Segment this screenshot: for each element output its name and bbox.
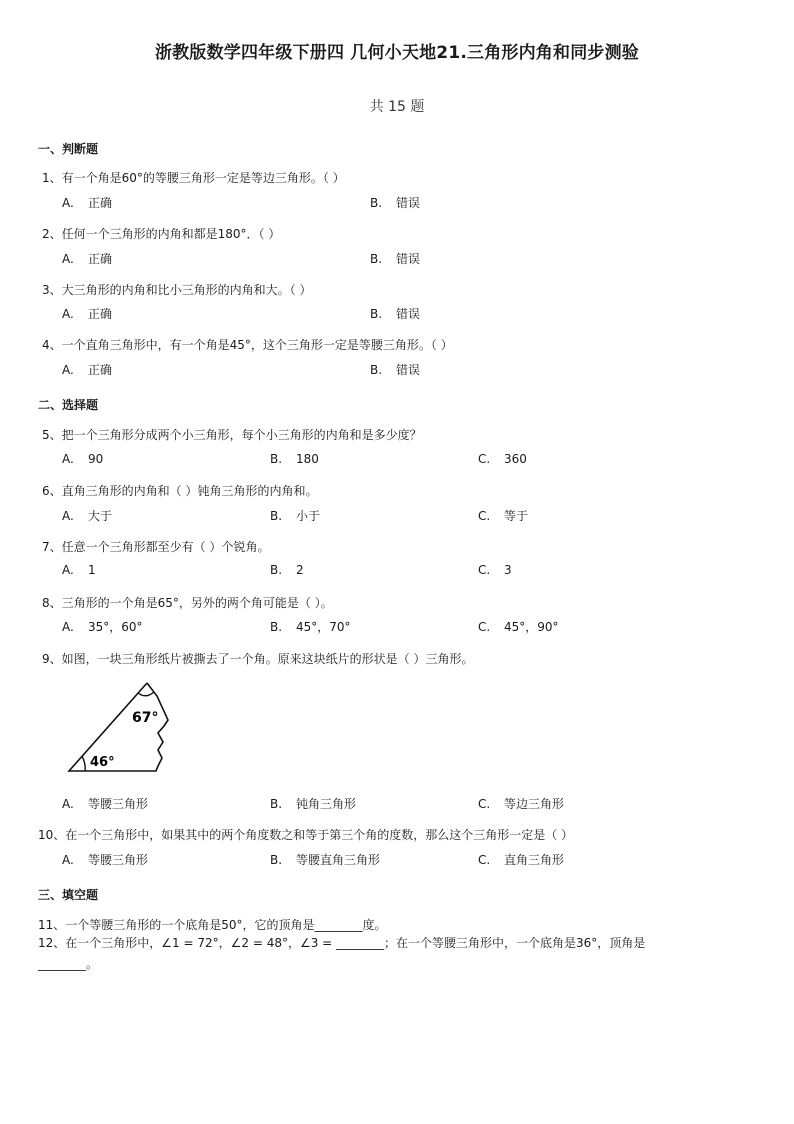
q2-option-b[interactable]: B. 错误 <box>370 252 421 266</box>
q8-option-c[interactable]: C. 45°，90° <box>478 620 559 634</box>
question-9: 9、如图，一块三角形纸片被撕去了一个角。原来这块纸片的形状是（ ）三角形。 <box>42 652 474 666</box>
section-heading-fill-blank: 三、填空题 <box>38 888 99 902</box>
page-title: 浙教版数学四年级下册四 几何小天地21.三角形内角和同步测验 <box>154 43 640 63</box>
q6-option-a[interactable]: A. 大于 <box>62 509 113 523</box>
q8-option-b[interactable]: B. 45°，70° <box>270 620 351 634</box>
q4-option-a[interactable]: A. 正确 <box>62 363 113 377</box>
q1-option-b[interactable]: B. 错误 <box>370 196 421 210</box>
question-10: 10、在一个三角形中，如果其中的两个角度数之和等于第三个角的度数，那么这个三角形一定是（ ） <box>38 828 574 842</box>
question-2: 2、任何一个三角形的内角和都是180°．（ ） <box>42 227 281 241</box>
left-angle-arc <box>82 756 85 771</box>
q5-option-a[interactable]: A. 90 <box>62 452 104 466</box>
question-count: 共 15 题 <box>369 99 425 115</box>
q7-option-c[interactable]: C. 3 <box>478 563 512 577</box>
q3-option-b[interactable]: B. 错误 <box>370 307 421 321</box>
q2-option-a[interactable]: A. 正确 <box>62 252 113 266</box>
torn-triangle-figure <box>60 678 180 778</box>
question-12: 12、在一个三角形中，∠1 = 72°，∠2 = 48°，∠3 = ________；在一个等腰三角形中，一个底角是36°，顶角是________。 <box>38 936 646 971</box>
q9-option-b[interactable]: B. 钝角三角形 <box>270 797 357 811</box>
triangle-outline <box>69 683 168 771</box>
q10-option-c[interactable]: C. 直角三角形 <box>478 853 565 867</box>
section-heading-choice: 二、选择题 <box>38 398 99 412</box>
q1-option-a[interactable]: A. 正确 <box>62 196 113 210</box>
q6-option-c[interactable]: C. 等于 <box>478 509 529 523</box>
question-6: 6、直角三角形的内角和（ ）钝角三角形的内角和。 <box>42 484 318 498</box>
question-11: 11、一个等腰三角形的一个底角是50°，它的顶角是________度。 <box>38 918 387 932</box>
left-angle-label: 46° <box>90 755 115 770</box>
top-angle-arc <box>138 692 154 696</box>
q4-option-b[interactable]: B. 错误 <box>370 363 421 377</box>
top-angle-label: 67° <box>132 710 159 726</box>
q5-option-c[interactable]: C. 360 <box>478 452 527 466</box>
section-heading-judgement: 一、判断题 <box>38 142 99 156</box>
q10-option-b[interactable]: B. 等腰直角三角形 <box>270 853 381 867</box>
question-7: 7、任意一个三角形都至少有（ ）个锐角。 <box>42 540 270 554</box>
q6-option-b[interactable]: B. 小于 <box>270 509 321 523</box>
question-8: 8、三角形的一个角是65°，另外的两个角可能是（ ）。 <box>42 596 333 610</box>
q10-option-a[interactable]: A. 等腰三角形 <box>62 853 149 867</box>
question-4: 4、一个直角三角形中，有一个角是45°，这个三角形一定是等腰三角形。（ ） <box>42 338 453 352</box>
q5-option-b[interactable]: B. 180 <box>270 452 319 466</box>
q9-option-a[interactable]: A. 等腰三角形 <box>62 797 149 811</box>
question-1: 1、有一个角是60°的等腰三角形一定是等边三角形。（ ） <box>42 171 345 185</box>
q9-option-c[interactable]: C. 等边三角形 <box>478 797 565 811</box>
q7-option-a[interactable]: A. 1 <box>62 563 96 577</box>
q8-option-a[interactable]: A. 35°，60° <box>62 620 143 634</box>
question-3: 3、大三角形的内角和比小三角形的内角和大。（ ） <box>42 283 312 297</box>
q7-option-b[interactable]: B. 2 <box>270 563 304 577</box>
question-5: 5、把一个三角形分成两个小三角形，每个小三角形的内角和是多少度？ <box>42 428 422 442</box>
q3-option-a[interactable]: A. 正确 <box>62 307 113 321</box>
